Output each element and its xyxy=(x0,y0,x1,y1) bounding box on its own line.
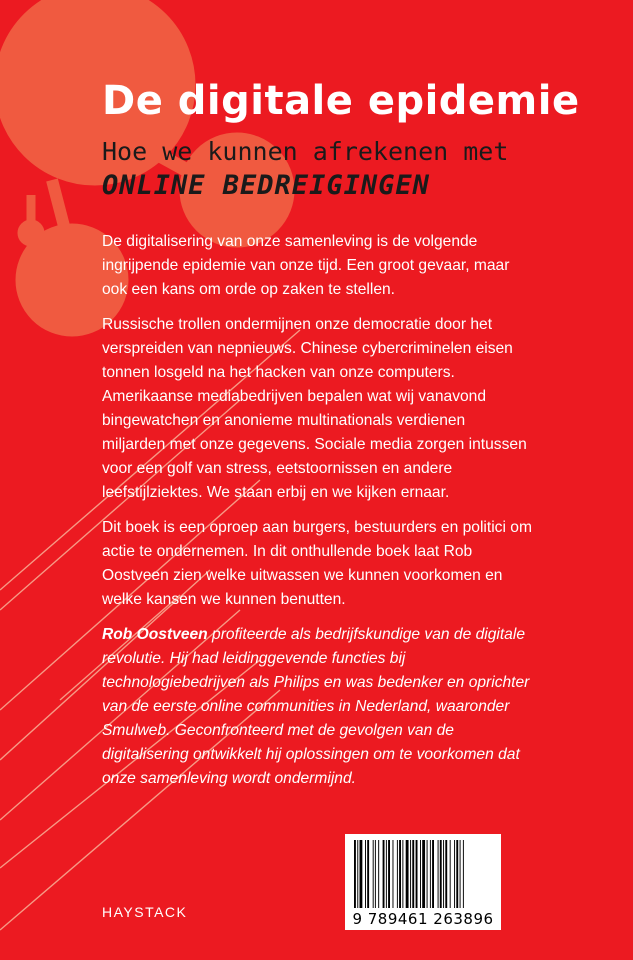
barcode-bar xyxy=(397,840,398,908)
barcode-bar xyxy=(383,840,385,908)
barcode-bar xyxy=(410,840,411,908)
author-name: Rob Oostveen xyxy=(102,626,208,643)
barcode-bar xyxy=(450,840,451,908)
author-bio-text: profiteerde als bedrijfskundige van de digitale revolutie. Hij had leidinggevende functies bij technologiebedrijven als Philips en was bedenker en oprichter van de eerste online communities in Nederland, waaronder Smulweb. Geconfronteerd met de gevolgen van de digitalisering ontwikkelt hij oplossingen om te voorkomen dat onze samenleving wordt ondermijnd. xyxy=(102,626,530,787)
barcode-bar xyxy=(443,840,444,908)
book-title: De digitale epidemie xyxy=(102,78,580,124)
barcode-bar xyxy=(378,840,379,908)
barcode-bar xyxy=(406,840,409,908)
publisher-logo: HAYSTACK xyxy=(102,904,188,920)
barcode-bar xyxy=(456,840,458,908)
barcode-bar xyxy=(402,840,403,908)
blurb-paragraph: De digitalisering van onze samenleving is de volgende ingrijpende epidemie van onze tijd. Een groot gevaar, maar ook een kans om orde op zaken te stellen. xyxy=(102,233,510,298)
barcode-bar xyxy=(445,840,447,908)
blurb-paragraph: Russische trollen ondermijnen onze democratie door het verspreiden van nepnieuws. Chinese cybercriminelen eisen tonnen losgeld na het hacken van onze computers. Amerikaanse mediabedrijven bepalen wat wij vanavond bingewatchen en anonieme multinationals verdienen miljarden met onze gegevens. Sociale media zorgen intussen voor een golf van stress, eetstoornissen en andere leefstijlziektes. We staan erbij en we kijken ernaar. xyxy=(102,316,527,501)
barcode-bar xyxy=(463,840,464,908)
barcode-bar xyxy=(386,840,387,908)
subtitle-line-1: Hoe we kunnen afrekenen met xyxy=(102,137,509,166)
barcode-bar xyxy=(422,840,425,908)
deco-connector xyxy=(52,180,65,230)
barcode-bar xyxy=(416,840,418,908)
barcode-bar xyxy=(460,840,461,908)
barcode-bar xyxy=(438,840,439,908)
barcode-bar xyxy=(393,840,394,908)
barcode xyxy=(345,834,501,930)
barcode-bar xyxy=(357,840,358,908)
barcode-bar xyxy=(440,840,442,908)
blurb-paragraph: Dit boek is een oproep aan burgers, bestuurders en politici om actie te ondernemen. In dit onthullende boek laat Rob Oostveen zien welke uitwassen we kunnen voorkomen en welke kansen we kunnen benutten. xyxy=(102,519,532,608)
blurb-text xyxy=(102,230,532,802)
barcode-bar xyxy=(360,840,363,908)
barcode-bar xyxy=(454,840,455,908)
barcode-bar xyxy=(373,840,374,908)
barcode-bar xyxy=(427,840,428,908)
subtitle-line-2: ONLINE BEDREIGINGEN xyxy=(102,170,430,201)
barcode-bar xyxy=(399,840,401,908)
isbn-number: 9 789461 263896 xyxy=(352,910,494,928)
barcode-bar xyxy=(365,840,366,908)
barcode-bar xyxy=(354,840,356,908)
barcode-bar xyxy=(430,840,431,908)
barcode-bar xyxy=(375,840,376,908)
barcode-bar xyxy=(432,840,434,908)
barcode-bar xyxy=(420,840,421,908)
barcode-bar xyxy=(412,840,414,908)
author-bio xyxy=(102,623,532,791)
barcode-bar xyxy=(388,840,390,908)
barcode-bar xyxy=(367,840,369,908)
deco-circle-small xyxy=(18,220,44,246)
